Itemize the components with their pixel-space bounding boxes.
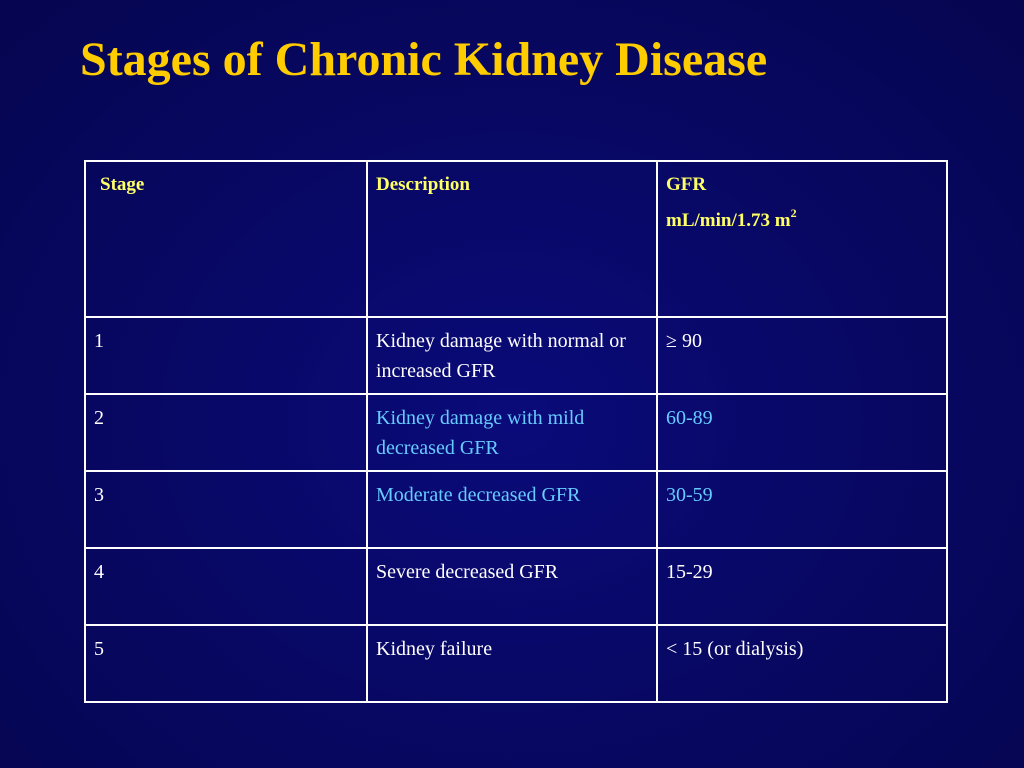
description-cell: Kidney damage with mild decreased GFR — [367, 394, 657, 471]
stage-cell: 1 — [85, 317, 367, 394]
slide-title: Stages of Chronic Kidney Disease — [80, 33, 768, 86]
table-row — [85, 394, 947, 471]
header-stage: Stage — [85, 161, 367, 317]
description-cell: Severe decreased GFR — [367, 548, 657, 625]
header-gfr-label: GFR — [666, 174, 707, 195]
ckd-stages-table — [84, 160, 948, 703]
table-row — [85, 548, 947, 625]
header-gfr — [657, 161, 947, 317]
header-description: Description — [367, 161, 657, 317]
stage-cell: 2 — [85, 394, 367, 471]
stage-cell: 4 — [85, 548, 367, 625]
header-gfr-unit-sup: 2 — [790, 206, 797, 220]
table-row — [85, 317, 947, 394]
gfr-cell: < 15 (or dialysis) — [657, 625, 947, 702]
description-cell: Kidney failure — [367, 625, 657, 702]
header-gfr-unit-text: mL/min/1.73 m — [666, 210, 791, 231]
description-cell: Moderate decreased GFR — [367, 471, 657, 548]
gfr-cell: 60-89 — [657, 394, 947, 471]
gfr-cell: ≥ 90 — [657, 317, 947, 394]
stage-cell: 3 — [85, 471, 367, 548]
table-row — [85, 471, 947, 548]
gfr-cell: 30-59 — [657, 471, 947, 548]
table-row — [85, 625, 947, 702]
description-cell: Kidney damage with normal or increased GFR — [367, 317, 657, 394]
table-header-row — [85, 161, 947, 317]
header-gfr-unit — [666, 206, 938, 236]
stage-cell: 5 — [85, 625, 367, 702]
gfr-cell: 15-29 — [657, 548, 947, 625]
